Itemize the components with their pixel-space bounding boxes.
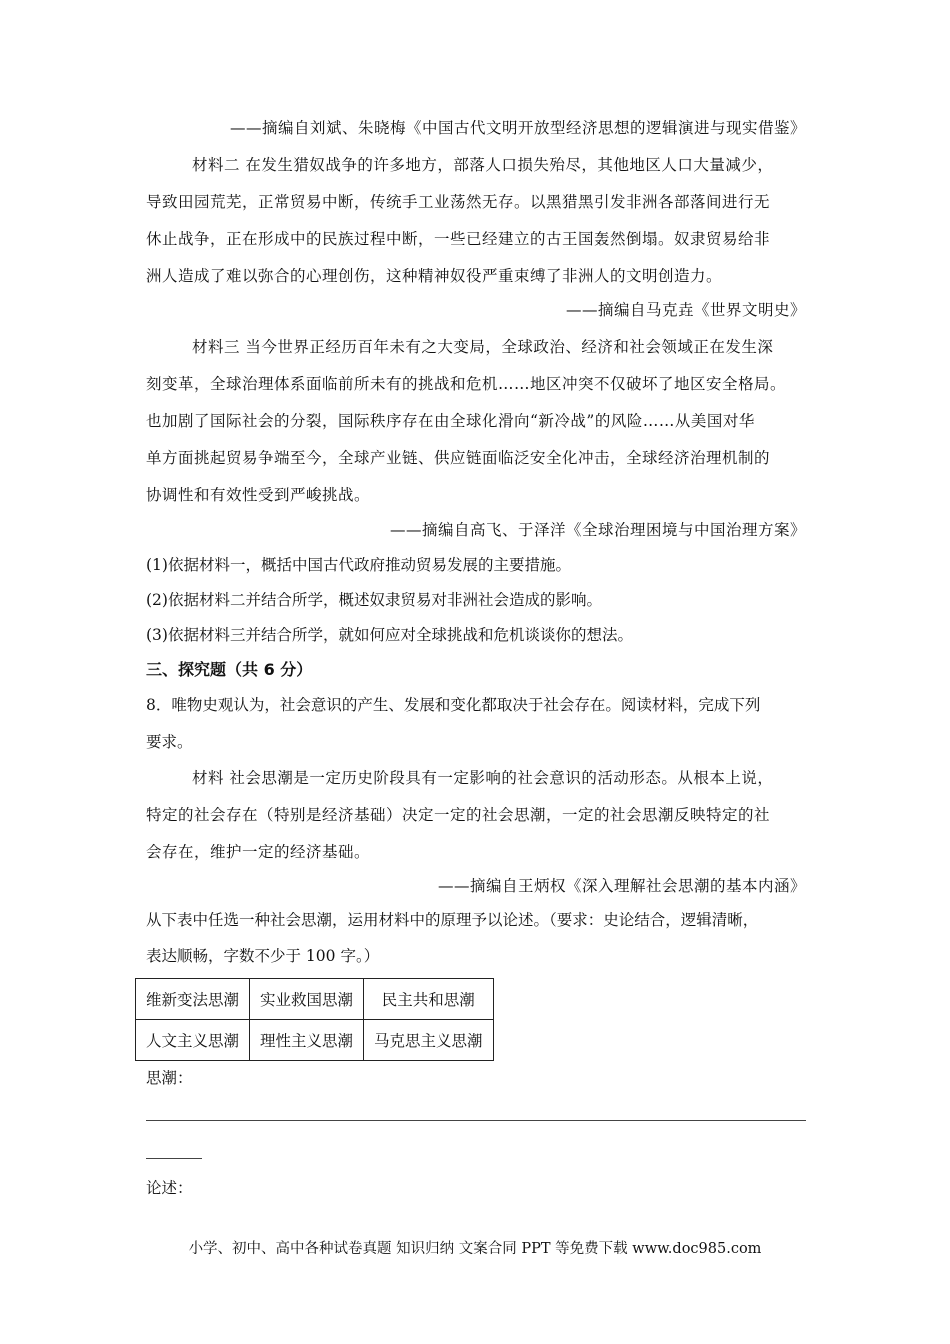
material3-line-1: 材料三 当今世界正经历百年未有之大变局，全球政治、经济和社会领域正在发生深 [192, 338, 774, 356]
question-1: (1)依据材料一，概括中国古代政府推动贸易发展的主要措施。 [146, 556, 571, 574]
q8-material-line-3: 会存在，维护一定的经济基础。 [146, 843, 371, 861]
question-2: (2)依据材料二并结合所学，概述奴隶贸易对非洲社会造成的影响。 [146, 591, 602, 609]
table-cell: 理性主义思潮 [250, 1020, 364, 1061]
table-cell: 维新变法思潮 [136, 979, 250, 1020]
table-row [136, 979, 494, 1020]
material2-line-2: 导致田园荒芜，正常贸易中断，传统手工业荡然无存。以黑猎黑引发非洲各部落间进行无 [146, 193, 771, 211]
q8-stem-line-2: 要求。 [146, 733, 193, 751]
q8-material-line-1: 材料 社会思潮是一定历史阶段具有一定影响的社会意识的活动形态。从根本上说， [192, 769, 774, 787]
section3-heading: 三、探究题（共 6 分） [146, 660, 313, 679]
question-3: (3)依据材料三并结合所学，就如何应对全球挑战和危机谈谈你的想法。 [146, 626, 633, 644]
material2-source: ——摘编自马克垚《世界文明史》 [565, 301, 806, 319]
material3-line-3: 也加剧了国际社会的分裂，国际秩序存在由全球化滑向“新冷战”的风险……从美国对华 [146, 412, 755, 430]
material2-line-1: 材料二 在发生猎奴战争的许多地方，部落人口损失殆尽，其他地区人口大量减少， [192, 156, 774, 174]
material2-line-4: 洲人造成了难以弥合的心理创伤，这种精神奴役严重束缚了非洲人的文明创造力。 [146, 267, 723, 285]
thought-choice-table [135, 978, 494, 1061]
material2-line-3: 休止战争，正在形成中的民族过程中断，一些已经建立的古王国轰然倒塌。奴隶贸易给非 [146, 230, 771, 248]
table-cell: 马克思主义思潮 [364, 1020, 494, 1061]
answer-line[interactable] [146, 1120, 806, 1121]
table-cell: 民主共和思潮 [364, 979, 494, 1020]
argument-label: 论述： [146, 1179, 193, 1197]
q8-task-line-2: 表达顺畅，字数不少于 100 字。） [146, 947, 380, 965]
thought-label: 思潮： [146, 1069, 193, 1087]
q8-stem-line-1: 8．唯物史观认为，社会意识的产生、发展和变化都取决于社会存在。阅读材料，完成下列 [146, 696, 761, 714]
table-row [136, 1020, 494, 1061]
material3-line-5: 协调性和有效性受到严峻挑战。 [146, 486, 371, 504]
material3-line-4: 单方面挑起贸易争端至今，全球产业链、供应链面临泛安全化冲击，全球经济治理机制的 [146, 449, 771, 467]
material3-line-2: 刻变革，全球治理体系面临前所未有的挑战和危机……地区冲突不仅破坏了地区安全格局。 [146, 375, 787, 393]
material1-source: ——摘编自刘斌、朱晓梅《中国古代文明开放型经济思想的逻辑演进与现实借鉴》 [229, 119, 806, 137]
table-cell: 实业救国思潮 [250, 979, 364, 1020]
q8-material-line-2: 特定的社会存在（特别是经济基础）决定一定的社会思潮，一定的社会思潮反映特定的社 [146, 806, 771, 824]
answer-line-short[interactable] [146, 1158, 202, 1159]
table-cell: 人文主义思潮 [136, 1020, 250, 1061]
q8-material-source: ——摘编自王炳权《深入理解社会思潮的基本内涵》 [437, 877, 806, 895]
q8-task-line-1: 从下表中任选一种社会思潮，运用材料中的原理予以论述。（要求：史论结合，逻辑清晰， [146, 911, 759, 929]
material3-source: ——摘编自高飞、于泽洋《全球治理困境与中国治理方案》 [389, 521, 806, 539]
page-footer: 小学、初中、高中各种试卷真题 知识归纳 文案合同 PPT 等免费下载 www.doc985.com [188, 1241, 762, 1257]
